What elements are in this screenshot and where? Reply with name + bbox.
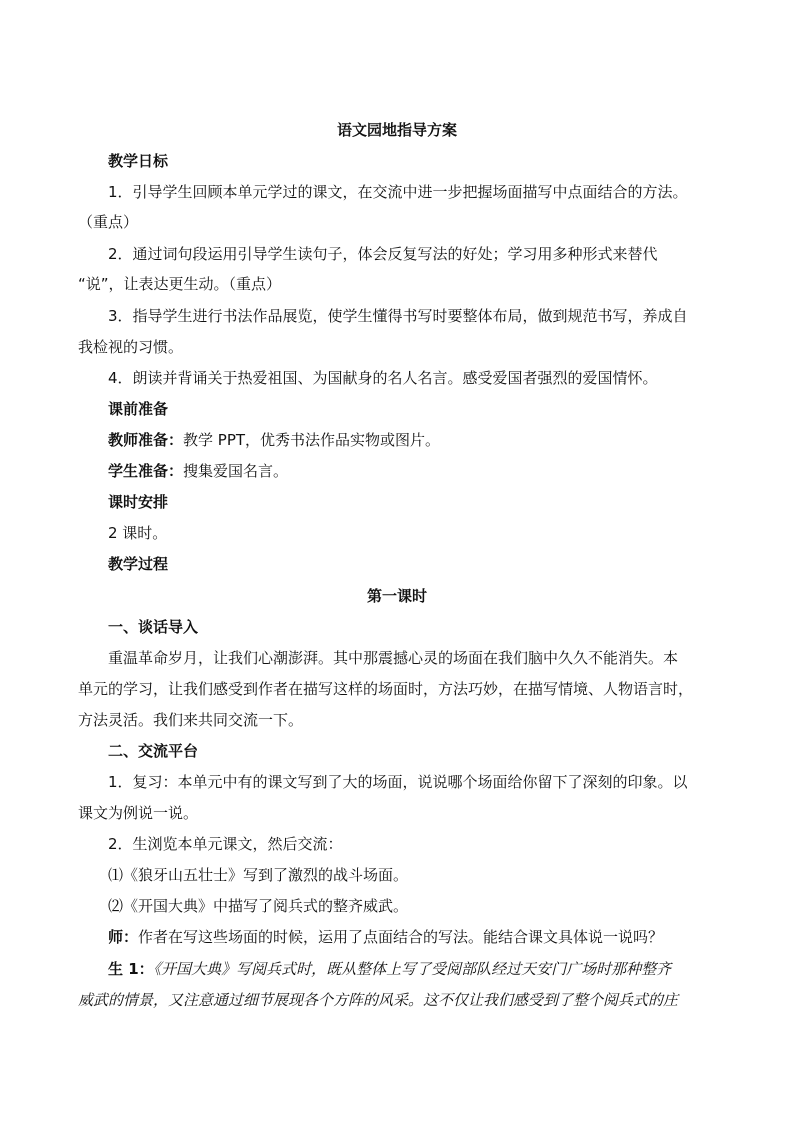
student-prep-label: 学生准备：	[108, 462, 184, 480]
goal-2-line-1: 2．通过词句段运用引导学生读句子，体会反复写法的好处；学习用多种形式来替代	[108, 245, 658, 263]
exchange-1-line-2: 课文为例说一说。	[78, 804, 199, 822]
student-answer-line-1	[108, 959, 671, 979]
goal-3-line-1: 3．指导学生进行书法作品展览，使学生懂得书写时要整体布局，做到规范书写，养成自	[108, 307, 688, 325]
exchange-2-item-1: ⑴《狼牙山五壮士》写到了激烈的战斗场面。	[108, 866, 409, 884]
schedule-text: 2 课时。	[108, 524, 168, 542]
exchange-2: 2．生浏览本单元课文，然后交流：	[108, 835, 343, 853]
lesson-1-title: 第一课时	[366, 587, 427, 605]
intro-line-2: 单元的学习，让我们感受到作者在描写这样的场面时，方法巧妙，在描写情境、人物语言时，	[78, 680, 694, 698]
section-1-heading: 一、谈话导入	[108, 618, 199, 636]
intro-line-1: 重温革命岁月，让我们心潮澎湃。其中那震撼心灵的场面在我们脑中久久不能消失。本	[108, 649, 679, 667]
doc-title: 语文园地指导方案	[336, 121, 457, 139]
heading-preparation: 课前准备	[108, 400, 169, 418]
student-prep-text: 搜集爱国名言。	[183, 462, 289, 480]
goal-3-line-2: 我检视的习惯。	[78, 338, 184, 356]
exchange-1-line-1: 1．复习：本单元中有的课文写到了大的场面，说说哪个场面给你留下了深刻的印象。以	[108, 773, 688, 791]
student-answer-text-1: 《开国大典》写阅兵式时，既从整体上写了受阅部队经过天安门广场时那种整齐	[153, 960, 672, 978]
goal-2-line-2: “说”，让表达更生动。（重点）	[78, 275, 282, 293]
student-label: 生 1：	[108, 960, 154, 978]
heading-teaching-goals: 教学日标	[108, 152, 169, 170]
teacher-label: 师：	[108, 928, 139, 946]
teacher-prep-label: 教师准备：	[108, 431, 184, 449]
teacher-question	[108, 927, 663, 947]
heading-process: 教学过程	[108, 555, 169, 573]
section-2-heading: 二、交流平台	[108, 742, 199, 760]
teacher-prep	[108, 430, 440, 450]
student-prep	[108, 461, 288, 481]
intro-line-3: 方法灵活。我们来共同交流一下。	[78, 711, 304, 729]
heading-schedule: 课时安排	[108, 493, 169, 511]
goal-1-line-1: 1．引导学生回顾本单元学过的课文，在交流中进一步把握场面描写中点面结合的方法。	[108, 183, 688, 201]
goal-1-line-2: （重点）	[78, 213, 139, 231]
teacher-question-text: 作者在写这些场面的时候，运用了点面结合的写法。能结合课文具体说一说吗？	[138, 928, 664, 946]
exchange-2-item-2: ⑵《开国大典》中描写了阅兵式的整齐威武。	[108, 897, 409, 915]
goal-4: 4．朗读并背诵关于热爱祖国、为国献身的名人名言。感受爱国者强烈的爱国情怀。	[108, 369, 658, 387]
student-answer-line-2: 威武的情景，又注意通过细节展现各个方阵的风采。这不仅让我们感受到了整个阅兵式的庄	[78, 991, 679, 1009]
teacher-prep-text: 教学 PPT，优秀书法作品实物或图片。	[183, 431, 441, 449]
